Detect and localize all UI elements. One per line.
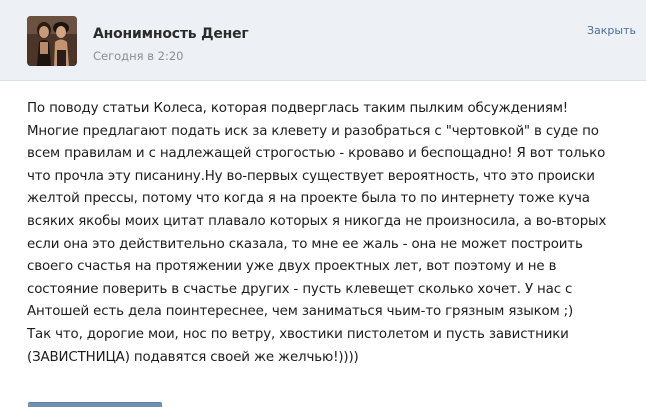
action-button[interactable] <box>28 402 162 407</box>
post-text-line: что прочла эту писанину.Ну во-первых существует вероятность, что это происки <box>27 168 595 184</box>
post-text-line: Так что, дорогие мои, нос по ветру, хвостики пистолетом и пусть завистники <box>27 326 569 342</box>
post-text-line: Многие предлагают подать иск за клевету и разобраться с "чертовкой" в суде по <box>27 123 599 139</box>
post-text-line: По поводу статьи Колеса, которая подверглась таким пылким обсуждениям! <box>27 101 568 116</box>
post-text-line: своего счастья на протяжении уже двух проектных лет, вот поэтому и не в <box>27 259 557 275</box>
post-text-line: если она это действительно сказала, то мне ее жаль - она не может построить <box>27 236 583 252</box>
author-name[interactable]: Анонимность Денег <box>93 26 249 42</box>
post-text-line: Антошей есть дела поинтереснее, чем заниматься чьим-то грязным языком ;) <box>27 304 574 320</box>
avatar-photo-icon <box>27 16 77 66</box>
post-text-line: всем правилам и с надлежащей строгостью - кроваво и беспощадно! Я вот только <box>27 146 606 162</box>
post-text-line: состояние поверить в счастье других - пусть клевещет сколько хочет. У нас с <box>27 281 573 297</box>
post-text <box>27 98 639 369</box>
avatar[interactable] <box>27 16 77 66</box>
post-text-line: всяких якобы моих цитат плавало которых я никогда не произносила, а во-вторых <box>27 213 607 229</box>
post-timestamp: Сегодня в 2:20 <box>93 49 184 63</box>
post-header <box>0 0 646 81</box>
post-text-line: (ЗАВИСТНИЦА) подавятся своей же желчью!)))) <box>27 349 359 365</box>
post-text-line: желтой прессы, потому что когда я на проекте была то по интернету тоже куча <box>27 191 590 207</box>
close-link[interactable]: Закрыть <box>587 24 636 37</box>
